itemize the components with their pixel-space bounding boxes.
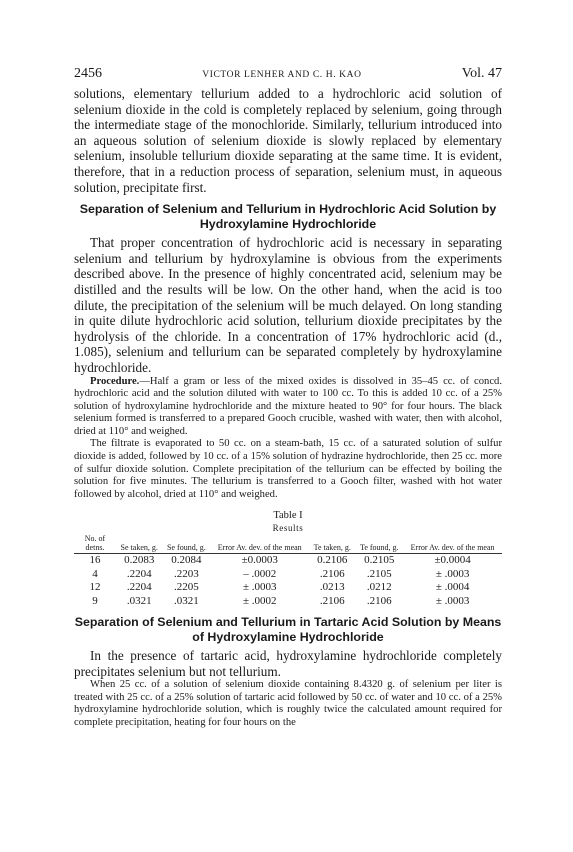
table-cell: ± .0003: [435, 567, 470, 580]
table-cell: ± .0003: [435, 594, 470, 607]
table-cell: ± .0002: [242, 594, 277, 607]
table-cell: .2205: [174, 581, 199, 594]
procedure-label: Procedure.: [90, 375, 140, 387]
table-row: [74, 568, 502, 581]
table-cell: .2203: [174, 567, 199, 580]
running-header: [74, 66, 502, 86]
table-cell: ± .0003: [242, 581, 277, 594]
table-cell: 0.2105: [364, 554, 395, 567]
table-header-cell: No. of detns.: [84, 534, 106, 552]
table-header-cell: Te taken, g.: [313, 542, 351, 552]
results-table: [74, 535, 502, 608]
table-title: Table I: [273, 510, 303, 522]
table-cell: 0.2083: [124, 554, 155, 567]
table-cell: 12: [89, 581, 101, 594]
page: [74, 66, 502, 730]
table-cell: .2204: [126, 567, 152, 580]
tartaric-paragraph: In the presence of tartaric acid, hydroxylamine hydrochloride completely precipitates selenium but not tellurium.: [74, 648, 502, 679]
table-cell: .0212: [366, 581, 392, 594]
filtrate-paragraph: The filtrate is evaporated to 50 cc. on a steam-bath, 15 cc. of a saturated solution of sulfur dioxide is added, followed by 10 cc. of a 15% solution of hydrazine hydrochloride, then 25 cc. more of sulfur dioxide solution. Complete precipitation of the tellurium can be effected by boiling the solution for five minutes. The tellurium is transferred to a Gooch filter, washed with hot water followed by alcohol, dried at 110° and weighed.: [74, 438, 502, 500]
table-row: [74, 554, 502, 568]
table-header-cell: Error Av. dev. of the mean: [410, 542, 495, 552]
table-header-cell: Te found, g.: [360, 542, 399, 552]
table-header-cell: Se found, g.: [167, 542, 206, 552]
hcl-paragraph: That proper concentration of hydrochloric acid is necessary in separating selenium and tellurium by hydroxylamine is obvious from the experiments described above. In the presence of highly concentrated acid, selenium may be distilled and the results will be low. On the other hand, when the acid is too dilute, the precipitation of the selenium will be much delayed. On long standing in quite dilute hydrochloric acid solution, tellurium dioxide precipitates by the hydrolysis of the chloride. In a concentration of 17% hydrochloric acid (d., 1.085), selenium and tellurium can be separated completely by hydroxylamine hydrochloride.: [74, 235, 502, 375]
table-cell: 9: [92, 594, 98, 607]
volume-label: Vol. 47: [461, 66, 502, 81]
section-title-hcl: Separation of Selenium and Tellurium in Hydrochloric Acid Solution by Hydroxylamine Hydrochloride: [79, 202, 497, 232]
table-subtitle: Results: [272, 523, 304, 534]
intro-paragraph: solutions, elementary tellurium added to a hydrochloric acid solution of selenium dioxide in the cold is completely replaced by selenium, going through the intermediate stage of the monochloride. Similarly, tellurium introduced into an aqueous solution of selenium dioxide is slowly replaced by elementary selenium, insoluble tellurium dioxide separating at the same time. It is evident, therefore, that in a reduction process of separation, selenium must, in aqueous solution, precipitate first.: [74, 86, 502, 195]
page-number: 2456: [74, 66, 102, 81]
running-authors: VICTOR LENHER AND C. H. KAO: [202, 70, 362, 80]
table-cell: .2204: [126, 581, 152, 594]
procedure-text: —Half a gram or less of the mixed oxides is dissolved in 35–45 cc. of concd. hydrochloric acid and the solution diluted with water to 100 cc. To this is added 10 cc. of a 25% solution of hydroxylamine hydrochloride and the mixture heated to 90° for four hours. The black selenium formed is transferred to a prepared Gooch crucible, washed with water, then with alcohol, dried at 110° and weighed.: [74, 375, 502, 437]
section-title-tartaric: Separation of Selenium and Tellurium in Tartaric Acid Solution by Means of Hydroxylamine Hydrochloride: [74, 615, 502, 645]
table-cell: .2106: [319, 594, 345, 607]
table-cell: 4: [92, 567, 98, 580]
table-cell: ±0.0004: [434, 554, 471, 567]
table-cell: .0213: [319, 581, 345, 594]
table-header-cell: Error Av. dev. of the mean: [217, 542, 302, 552]
table-header-row: [74, 535, 502, 554]
table-row: [74, 581, 502, 594]
table-header-cell: Se taken, g.: [120, 542, 158, 552]
table-cell: .0321: [174, 594, 199, 607]
table-cell: ±0.0003: [241, 554, 278, 567]
table-cell: .2106: [319, 567, 345, 580]
table-cell: .0321: [126, 594, 152, 607]
table-cell: .2105: [366, 567, 392, 580]
table-cell: – .0002: [243, 567, 277, 580]
table-cell: ± .0004: [435, 581, 470, 594]
procedure-paragraph: [74, 376, 502, 439]
table-cell: 0.2084: [171, 554, 202, 567]
table-cell: .2106: [366, 594, 392, 607]
tartaric-procedure-paragraph: When 25 cc. of a solution of selenium dioxide containing 8.4320 g. of selenium per liter is treated with 25 cc. of a 25% solution of tartaric acid followed by 50 cc. of water and 10 cc. of a 25% hydroxylamine hydrochloride solution, which is roughly twice the calculated amount required for complete precipitation, heating for four hours on the: [74, 679, 502, 729]
table-cell: 0.2106: [317, 554, 348, 567]
table-cell: 16: [89, 554, 101, 567]
table-row: [74, 595, 502, 608]
